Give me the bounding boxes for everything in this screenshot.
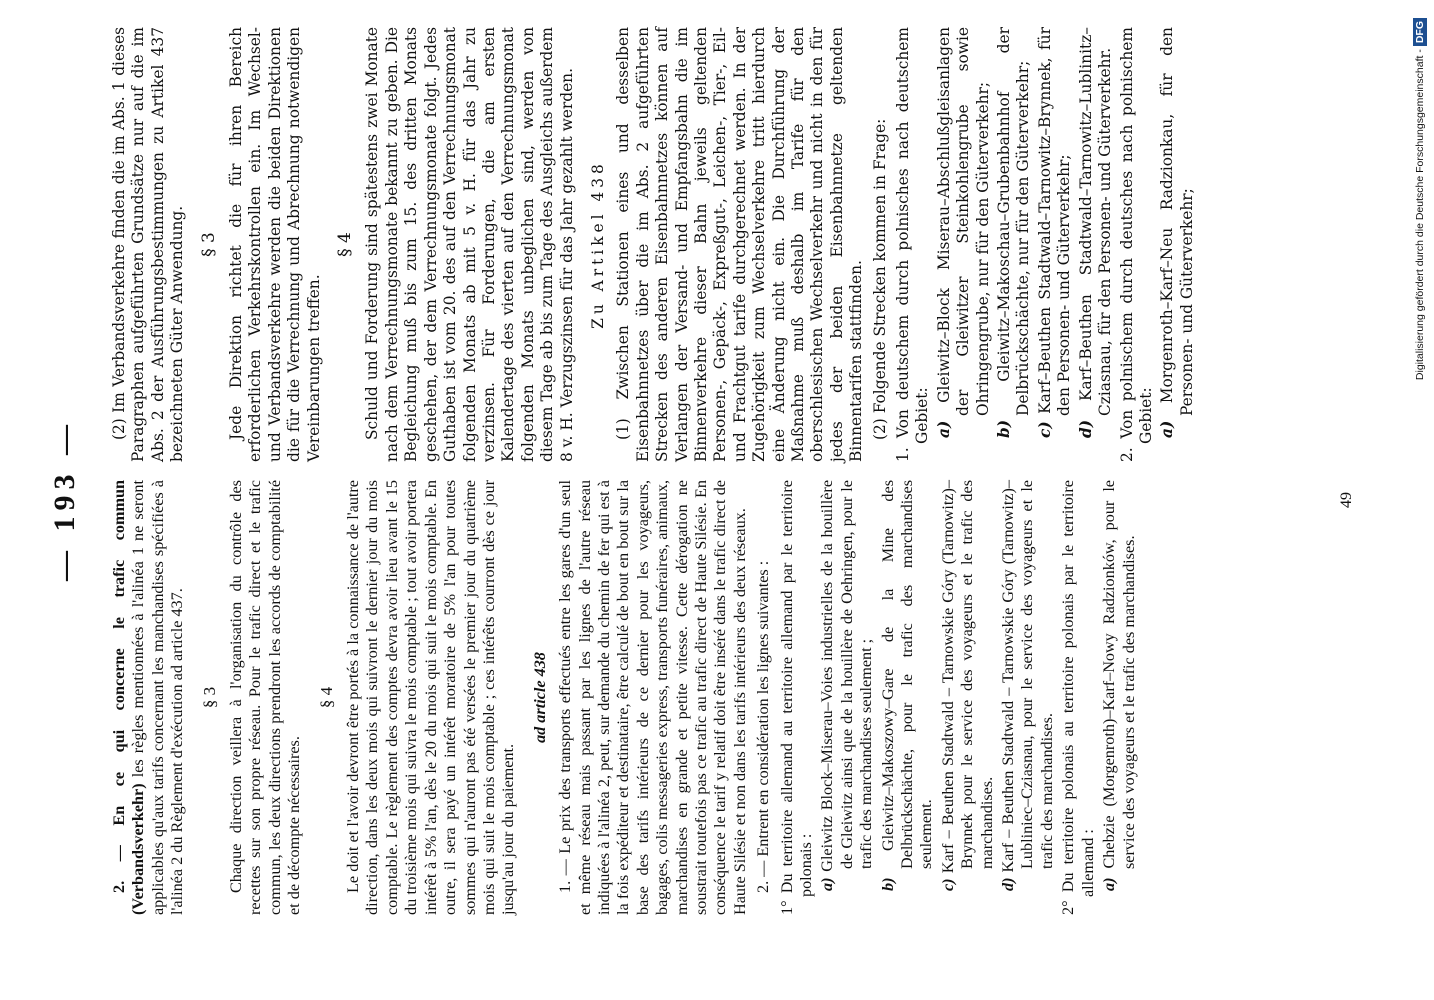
list-1-head: 1. Von deutschem durch polnisches nach deutschem Gebiet: [894,27,932,462]
list-item: d) Karf – Beuthen Stadtwald – Tarnowskie Góry (Tarnowitz)–Lubliniec–Cziasnau, pour le service des voyageurs et le trafic des marchandises. [999,480,1056,891]
section-3-text: Jede Direktion richtet die für ihren Bereich erforderlichen Verkehrskontrollen ein. Im Wechsel- und Verbandsverkehre werden die beiden Direktionen die für die Verrechnung und Abrechnung notwendigen Vereinbarungen treffen. [227,27,323,462]
article-title: Zu Artikel 438 [588,160,607,329]
list-1-head: 1° Du territoire allemand au territoire allemand par le territoire polonais : [777,480,815,915]
section-4-text: Le doit et l'avoir devront être portés à la connaissance de l'autre direction, dans les deux mois qui suivront le dernier jour du mois comptable. Le règlement des comptes devra avoir lieu avant le 15 du troisième mois qui suivra le mois comptable ; tout avoir portera intérêt à 5% l'an, dès le 20 du mois qui suit le mois comptable. En outre, il sera payé un intérêt moratoire de 5% l'an pour toutes sommes qui n'auront pas été versées le premier jour du quatrième mois qui suit le mois comptable ; ces intérêts courront dès ce jour jusqu'au jour du paiement. [344,480,518,915]
page-number: 49 [1338,492,1355,508]
section-4-text: Schuld und Forderung sind spätestens zwei Monate nach dem Verrechnungsmonate bekannt zu geben. Die Begleichung muß bis zum 15. des dritten Monats geschehen, der dem Verrechnungsmonate folgt. Jedes Guthaben ist vom 20. des auf den Verrechnungsmonat folgenden Monats ab mit 5 v. H. für das Jahr zu verzinsen. Für Forderungen, die am ersten Kalendertage des vierten auf den Verrechnungsmonat folgenden Monats unbeglichen sind, werden von diesem Tage ab bis zum Tage des Ausgleichs außerdem 8 v. H. Verzugszinsen für das Jahr gezahlt werden. [363,27,576,462]
list-2-head: 2. Von polnischem durch deutsches nach polnischem Gebiet: [1117,27,1155,462]
page-header: — 193 — [48,419,81,581]
list-item: b) Gleiwitz–Makoschau–Grubenbahnhof der Delbrückschächte, nur für den Güterverkehr; [995,27,1033,438]
section-4-title: § 4 [316,686,336,709]
list-item: d) Karf–Beuthen Stadtwald–Tarnowitz–Lublinitz–Cziasnau, für den Personen- und Güterverkehr. [1076,27,1115,438]
article-paragraph-1: 1. — Le prix des transports effectués entre les gares d'un seul et même réseau mais passant par les lignes de l'autre réseau indiquées à l'alinéa 2, peut, sur demande du chemin de fer qui est à la fois expéditeur et destinataire, être calculé de bout en bout sur la base des tarifs intérieurs de ce dernier pour les voyageurs, bagages, colis messageries express, transports funéraires, animaux, marchandises en grande et petite vitesse. Cette dérogation ne soustrait toutefois pas ce trafic au trafic direct de Haute Silésie. En conséquence le tarif y relatif doit être inséré dans le trafic direct de Haute Silésie et non dans les tarifs intérieurs des deux réseaux. [556,480,749,915]
dfg-logo: DFG [1413,18,1427,46]
paragraph-2: 2. — En ce qui concerne le trafic commun (Verbandsverkehr) les règles mentionnées à l'alinéa 1 ne seront applicables qu'aux tarifs concernant les manchandises spécifiées à l'alinéa 2 du Règlement d'exécution ad article 437. [110,480,187,915]
dfg-side-note [1408,0,1432,1000]
french-column [110,479,1138,915]
list-item: a) Gleiwitz Block–Miserau–Voies industrielles de la houillère de Gleiwitz ainsi que de la houillère de Oehringen, pour le trafic des marchandises seulement ; [818,479,876,891]
german-column [110,27,1196,462]
section-3-title: § 3 [199,686,219,709]
article-paragraph-1: (1) Zwischen Stationen eines und desselben Eisenbahnnetzes über die im Abs. 2 aufgeführten Strecken des anderen Eisenbahnnetzes können auf Verlangen der Versand- und Empfangsbahn die im Binnenverkehre dieser Bahn jeweils geltenden Personen-, Gepäck-, Expreßgut-, Leichen-, Tier-, Eil- und Frachtgut tarife durchgerechnet werden. In der Zugehörigkeit zum Wechselverkehre tritt hierdurch eine Änderung nicht ein. Die Durchführung der Maßnahme muß deshalb im Tarife für den oberschlesischen Wechselverkehr und nicht in den für jedes der beiden Eisenbahnnetze geltenden Binnentarifen stattfinden. [614,27,866,462]
article-title: ad article 438 [530,652,549,743]
article-paragraph-2: (2) Folgende Strecken kommen in Frage: [870,118,889,440]
section-3-text: Chaque direction veillera à l'organisation du contrôle des recettes sur son propre réseau. Pour le trafic direct et le trafic commun, les deux directions prendront les accords de comptabilité et de décompte nécessaires. [227,480,304,915]
list-item: c) Karf–Beuthen Stadtwald–Tarnowitz–Brynnek, für den Personen- und Güterverkehr; [1035,27,1074,438]
dfg-note-text: Digitalisierung gefördert durch die Deutsche Forschungsgemeinschaft - [1414,49,1426,381]
list-item: a) Gleiwitz–Block Miserau–Abschlußgleisanlagen der Gleiwitzer Steinkohlengrube sowie Ohringengrube, nur für den Güterverkehr; [934,27,992,438]
article-paragraph-2: 2. — Entrent en considération les lignes suivantes : [754,560,773,893]
section-4-title: § 4 [335,232,356,257]
list-item: a) Morgenroth–Karf–Neu Radzionkau, für den Personen- und Güterverkehr; [1158,27,1196,438]
list-item: b) Gleiwitz–Makoszowy–Gare de la Mine des Delbrückschächte, pour le trafic des marchandises seulement. [878,479,936,891]
list-item: a) Chebzie (Morgenroth)–Karf–Nowy Radzionków, pour le service des voyageurs et le trafic des marchandises. [1100,480,1138,891]
section-3-title: § 3 [198,232,219,257]
list-item: c) Karf – Beuthen Stadtwald – Tarnowskie Góry (Tarnowitz)–Brynnek pour le service des voyageurs et le trafic des marchandises. [938,480,996,891]
paragraph-2: (2) Im Verbandsverkehre finden die im Abs. 1 dieses Paragraphen aufgeführten Grundsätze nur auf die im Abs. 2 der Ausführungsbestimmungen zu Artikel 437 bezeichneten Güter Anwendung. [110,27,187,462]
list-2-head: 2° Du territoire polonais au territoire polonais par le territoire allemand : [1059,480,1097,915]
